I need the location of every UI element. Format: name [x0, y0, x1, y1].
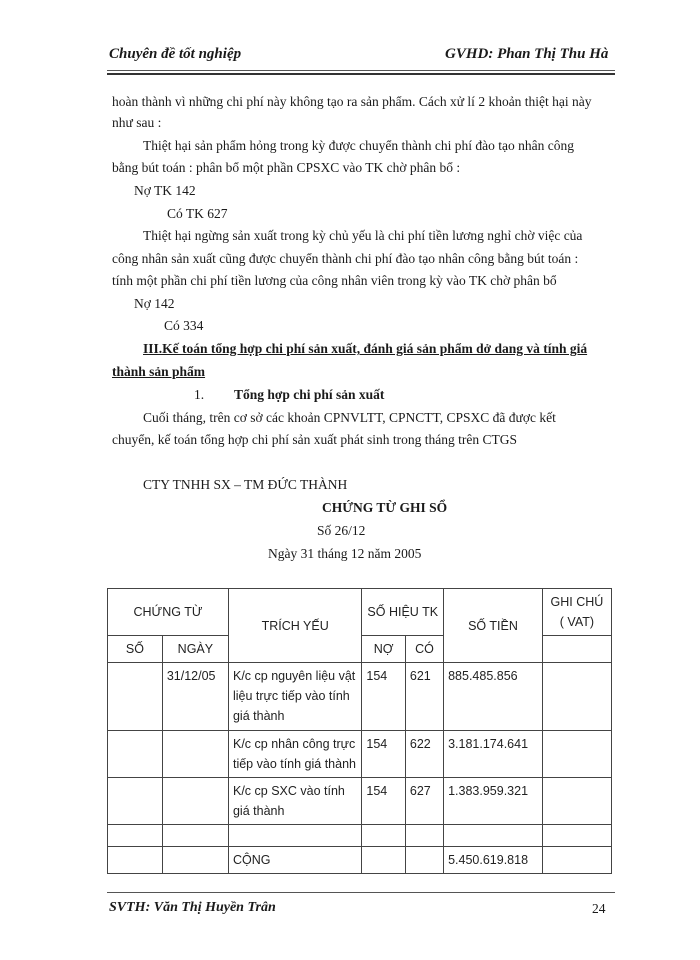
body-line-8: công nhân sản xuất cũng được chuyển thành chi phí đào tạo nhân công bằng bút toán :: [112, 251, 579, 266]
th-so-hieu-tk: SỐ HIỆU TK: [362, 589, 444, 636]
voucher-table: [107, 588, 612, 874]
subsection-title: Tổng hợp chi phí sản xuất: [234, 387, 385, 402]
header-rule: [107, 70, 615, 71]
cell-no: 154: [362, 731, 405, 778]
body-line-10: Nợ 142: [134, 296, 175, 311]
total-label: CỘNG: [228, 847, 361, 874]
cell-so: [108, 731, 163, 778]
footer-rule: [107, 892, 615, 893]
table-row: [108, 663, 612, 731]
body-line-6: Có TK 627: [167, 206, 228, 221]
th-no: NỢ: [362, 636, 405, 663]
cell-trich-yeu: K/c cp SXC vào tính giá thành: [228, 778, 361, 825]
th-so-tien: SỐ TIỀN: [444, 589, 543, 663]
cell-no: 154: [362, 663, 405, 731]
th-ghi-chu: GHI CHÚ ( VAT): [542, 589, 611, 636]
cell-ghi-chu: [542, 778, 611, 825]
body-line-4: bằng bút toán : phân bổ một phần CPSXC vào TK chờ phân bổ :: [112, 160, 461, 175]
table-row: [108, 778, 612, 825]
th-trich-yeu: TRÍCH YẾU: [228, 589, 361, 663]
body-line-13: chuyển, kế toán tổng hợp chi phí sản xuất phát sinh trong tháng trên CTGS: [112, 432, 517, 447]
th-ghi-chu-sub: [542, 636, 611, 663]
subsection-number: 1.: [194, 387, 205, 402]
header-right: GVHD: Phan Thị Thu Hà: [445, 46, 609, 62]
cell-ghi-chu: [542, 731, 611, 778]
body-line-9: tính một phần chi phí tiền lương của công nhân viên trong kỳ vào TK chờ phân bổ: [112, 273, 557, 288]
table-row-empty: [108, 825, 612, 847]
th-chung-tu: CHỨNG TỪ: [108, 589, 229, 636]
cell-so: [108, 663, 163, 731]
footer-author: SVTH: Văn Thị Huyền Trân: [109, 900, 276, 915]
voucher-title: CHỨNG TỪ GHI SỔ: [322, 500, 448, 515]
body-line-5: Nợ TK 142: [134, 183, 196, 198]
company-name: CTY TNHH SX – TM ĐỨC THÀNH: [143, 477, 348, 492]
body-line-11: Có 334: [164, 318, 204, 333]
cell-trich-yeu: K/c cp nguyên liệu vật liệu trực tiếp vào tính giá thành: [228, 663, 361, 731]
cell-co: 627: [405, 778, 443, 825]
body-line-1: hoàn thành vì những chi phí này không tạo ra sản phẩm. Cách xử lí 2 khoản thiệt hại này: [112, 94, 592, 109]
section-heading-b: thành sản phẩm: [112, 364, 206, 379]
header-rule-2: [107, 73, 615, 75]
cell-co: 622: [405, 731, 443, 778]
cell-no: 154: [362, 778, 405, 825]
cell-co: 621: [405, 663, 443, 731]
body-line-12: Cuối tháng, trên cơ sở các khoản CPNVLTT, CPNCTT, CPSXC đã được kết: [143, 410, 556, 425]
table-row: [108, 731, 612, 778]
section-heading-a: III.Kế toán tổng hợp chi phí sản xuất, đánh giá sản phẩm dở dang và tính giá: [143, 341, 588, 356]
cell-ngay: [162, 731, 228, 778]
cell-ngay: 31/12/05: [162, 663, 228, 731]
cell-ngay: [162, 778, 228, 825]
cell-so-tien: 885.485.856: [444, 663, 543, 731]
body-line-3: Thiệt hại sản phẩm hỏng trong kỳ được chuyển thành chi phí đào tạo nhân công: [143, 138, 574, 153]
body-line-2: như sau :: [112, 115, 162, 130]
body-line-7: Thiệt hại ngừng sản xuất trong kỳ chủ yếu là chi phí tiền lương nghỉ chờ việc của: [143, 228, 583, 243]
total-value: 5.450.619.818: [444, 847, 543, 874]
cell-ghi-chu: [542, 663, 611, 731]
header-left: Chuyên đề tốt nghiệp: [109, 46, 242, 62]
voucher-date: Ngày 31 tháng 12 năm 2005: [268, 546, 422, 561]
cell-trich-yeu: K/c cp nhân công trực tiếp vào tính giá thành: [228, 731, 361, 778]
page-number: 24: [592, 901, 606, 916]
cell-so-tien: 1.383.959.321: [444, 778, 543, 825]
th-co: CÓ: [405, 636, 443, 663]
cell-so: [108, 778, 163, 825]
cell-so-tien: 3.181.174.641: [444, 731, 543, 778]
voucher-number: Số 26/12: [317, 523, 366, 538]
table-total-row: [108, 847, 612, 874]
th-so: SỐ: [108, 636, 163, 663]
th-ngay: NGÀY: [162, 636, 228, 663]
